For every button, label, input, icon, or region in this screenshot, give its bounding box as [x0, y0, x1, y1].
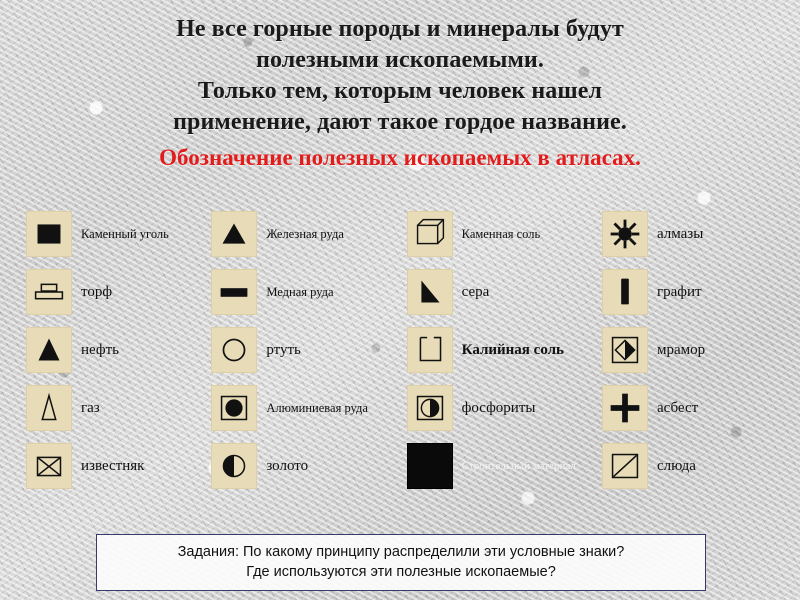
legend-item	[26, 205, 202, 263]
black-square-icon	[408, 444, 452, 488]
legend-item	[26, 437, 202, 495]
legend-item	[211, 263, 397, 321]
legend-item	[407, 379, 593, 437]
legend-item	[407, 321, 593, 379]
legend-item	[26, 263, 202, 321]
legend-column-3	[407, 205, 593, 495]
sun-burst-icon	[603, 212, 647, 256]
symbol-swatch	[26, 269, 72, 315]
symbol-swatch	[407, 443, 453, 489]
symbol-swatch	[26, 327, 72, 373]
legend-label: Каменная соль	[461, 227, 541, 241]
vertical-bar-icon	[603, 270, 647, 314]
outline-narrow-triangle-icon	[27, 386, 71, 430]
legend-label: мрамор	[656, 341, 706, 358]
task-line-2: Где используются эти полезные ископаемые?	[246, 564, 556, 580]
legend-item	[211, 321, 397, 379]
peat-bricks-icon	[27, 270, 71, 314]
symbol-swatch	[407, 327, 453, 373]
symbol-swatch	[602, 443, 648, 489]
symbol-swatch	[602, 385, 648, 431]
filled-square-icon	[27, 212, 71, 256]
legend-label: Каменный уголь	[81, 227, 169, 241]
legend-label: Медная руда	[266, 285, 334, 299]
legend-item	[602, 263, 778, 321]
legend-item	[407, 263, 593, 321]
legend-label: Калийная соль	[461, 341, 564, 358]
symbol-swatch	[407, 269, 453, 315]
legend-item	[407, 205, 593, 263]
half-filled-circle-in-square-icon	[408, 386, 452, 430]
legend-label: слюда	[656, 457, 696, 474]
legend-item	[211, 379, 397, 437]
legend-item	[407, 437, 593, 495]
filled-bar-icon	[212, 270, 256, 314]
symbol-swatch	[211, 443, 257, 489]
legend-column-1	[26, 205, 202, 495]
legend-label: известняк	[81, 457, 145, 474]
symbol-swatch	[26, 211, 72, 257]
filled-triangle-icon	[212, 212, 256, 256]
legend-item	[211, 205, 397, 263]
legend-column-2	[211, 205, 397, 495]
outline-circle-icon	[212, 328, 256, 372]
symbol-swatch	[602, 211, 648, 257]
symbol-swatch	[602, 327, 648, 373]
legend-item	[211, 437, 397, 495]
symbol-swatch	[26, 443, 72, 489]
legend-grid	[26, 205, 778, 495]
symbol-swatch	[211, 327, 257, 373]
symbol-swatch	[211, 385, 257, 431]
filled-triangle-icon	[27, 328, 71, 372]
symbol-swatch	[26, 385, 72, 431]
legend-label: золото	[266, 457, 309, 474]
half-filled-circle-icon	[212, 444, 256, 488]
legend-label: Строительный материал	[461, 459, 576, 472]
legend-column-4	[602, 205, 778, 495]
legend-label: алмазы	[656, 225, 704, 242]
heading-line-3: Только тем, которым человек нашел	[197, 78, 603, 104]
symbol-swatch	[407, 385, 453, 431]
legend-item	[602, 437, 778, 495]
legend-label: фосфориты	[461, 399, 536, 416]
heading-line-1: Не все горные породы и минералы будут	[176, 16, 624, 42]
legend-label: асбест	[656, 399, 699, 416]
cube-icon	[408, 212, 452, 256]
symbol-swatch	[211, 211, 257, 257]
heading-block	[0, 0, 800, 173]
legend-item	[602, 205, 778, 263]
heading-line-2: полезными ископаемыми.	[256, 47, 544, 73]
filled-circle-in-square-icon	[212, 386, 256, 430]
rhombus-in-square-icon	[603, 328, 647, 372]
filled-right-triangle-icon	[408, 270, 452, 314]
legend-label: Алюминиевая руда	[266, 401, 368, 415]
legend-label: ртуть	[266, 341, 301, 358]
legend-item	[26, 321, 202, 379]
legend-label: сера	[461, 283, 490, 300]
heading-red-line: Обозначение полезных ископаемых в атласах.	[159, 145, 641, 170]
symbol-swatch	[602, 269, 648, 315]
diagonal-line-square-icon	[603, 444, 647, 488]
symbol-swatch	[407, 211, 453, 257]
legend-item	[602, 321, 778, 379]
legend-label: нефть	[81, 341, 119, 358]
crossed-square-icon	[27, 444, 71, 488]
task-line-1: Задания: По какому принципу распределили эти условные знаки?	[177, 544, 625, 560]
legend-item	[602, 379, 778, 437]
symbol-swatch	[211, 269, 257, 315]
legend-item	[26, 379, 202, 437]
legend-label: Железная руда	[266, 227, 344, 241]
legend-label: торф	[81, 283, 113, 300]
legend-label: графит	[656, 283, 702, 300]
task-box	[96, 534, 706, 591]
plus-cross-icon	[603, 386, 647, 430]
square-with-notch-icon	[408, 328, 452, 372]
heading-line-4: применение, дают такое гордое название.	[173, 109, 627, 135]
legend-label: газ	[81, 399, 100, 416]
